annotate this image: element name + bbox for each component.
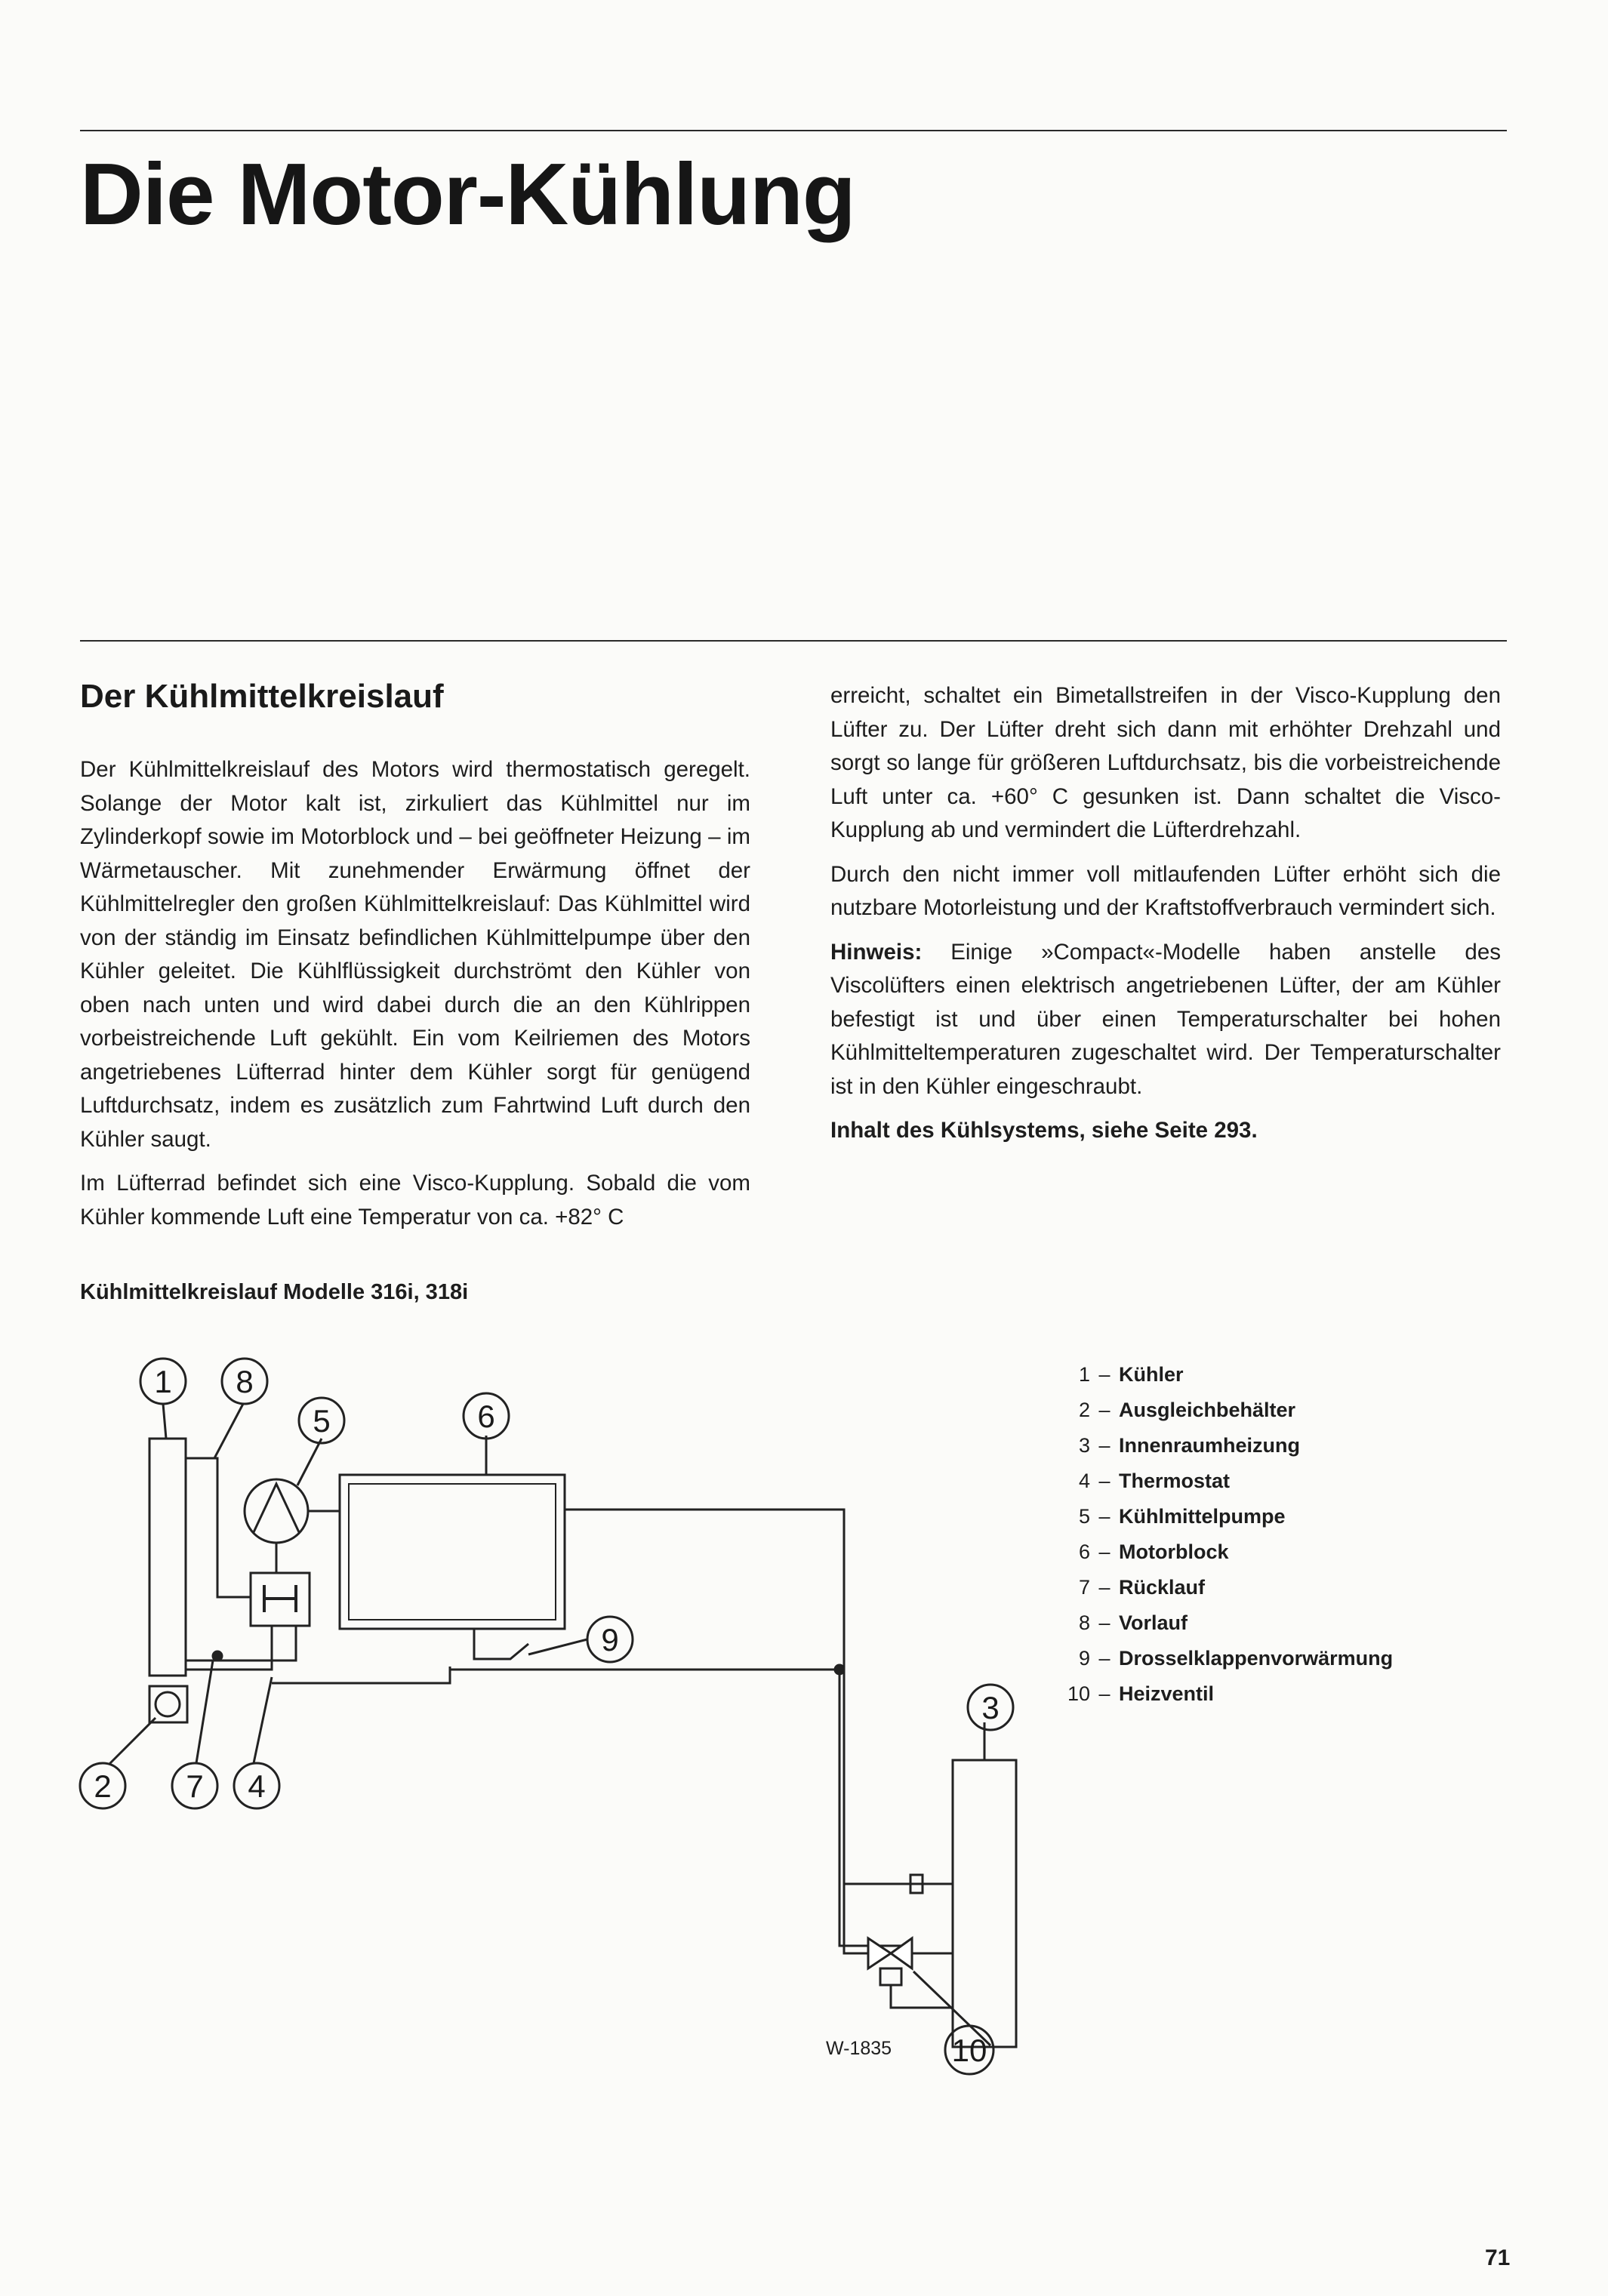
engine-block-shape bbox=[340, 1475, 565, 1629]
radiator-shape bbox=[149, 1439, 186, 1676]
figure-legend bbox=[1042, 1357, 1393, 1712]
page-title: Die Motor-Kühlung bbox=[80, 145, 855, 243]
paragraph: Im Lüfterrad befindet sich eine Visco-Kupplung. Sobald die vom Kühler kommende Luft eine Temperatur von ca. +82° C bbox=[80, 1171, 750, 1230]
top-rule bbox=[80, 130, 1507, 131]
paragraph: erreicht, schaltet ein Bimetallstreifen in der Visco-Kupplung den Lüfter zu. Der Lüfter dreht sich dann mit erhöhter Drehzahl und sorgt so lange für größeren Luftdurchsatz, bis die vorbeistreichende Luft unter ca. +60° C gesunken ist. Dann schaltet die Visco-Kupplung ab und vermindert die Lüfterdrehzahl. bbox=[830, 683, 1501, 842]
legend-item: 8 – Vorlauf bbox=[1078, 1611, 1188, 1634]
note-text: Einige »Compact«-Modelle haben anstelle des Viscolüfters einen elektrisch angetriebenen Lüfter, der am Kühler befestigt ist und über einen Temperaturschalter bei hohen Kühlmitteltemperaturen zugeschaltet wird. Der Temperaturschalter ist in den Kühler eingeschraubt. bbox=[830, 939, 1501, 1099]
callout-1: 1 bbox=[154, 1364, 172, 1399]
legend-item: 3 – Innenraumheizung bbox=[1078, 1434, 1301, 1457]
heater-core-shape bbox=[953, 1760, 1016, 2047]
callout-5: 5 bbox=[313, 1403, 331, 1439]
callout-3: 3 bbox=[981, 1690, 1000, 1725]
heater-valve-shape bbox=[868, 1938, 891, 1968]
pump-shape bbox=[245, 1479, 308, 1543]
note-paragraph bbox=[830, 936, 1501, 1104]
note-label: Hinweis: bbox=[830, 939, 923, 965]
section-title: Der Kühlmittelkreislauf bbox=[80, 678, 444, 715]
callout-10: 10 bbox=[951, 2033, 987, 2068]
paragraph: Der Kühlmittelkreislauf des Motors wird thermostatisch geregelt. Solange der Motor kalt ist, zirkuliert das Kühlmittel nur im Zylinderkopf sowie im Motorblock und – bei geöffneter Heizung – im Wärmetauscher. Mit zunehmender Erwärmung öffnet der Kühlmittelregler den großen Kühlmittelkreislauf: Das Kühlmittel wird von der ständig im Einsatz befindlichen Kühlmittelpumpe über den Kühler geleitet. Die Kühlflüssigkeit durchströmt den Kühler von oben nach unten und wird dabei durch die an den Kühlrippen vorbeistreichende Luft gekühlt. Ein vom Keilriemen des Motors angetriebenes Lüfterrad hinter dem Kühler sorgt für genügend Luftdurchsatz, indem es zusätzlich zum Fahrtwind Luft durch den Kühler saugt. bbox=[80, 757, 750, 1152]
capacity-reference: Inhalt des Kühlsystems, siehe Seite 293. bbox=[830, 1118, 1258, 1143]
left-column bbox=[80, 753, 750, 1245]
legend-item: 9 – Drosselklappenvorwärmung bbox=[1078, 1647, 1394, 1670]
callout-7: 7 bbox=[186, 1768, 204, 1804]
legend-item: 6 – Motorblock bbox=[1078, 1540, 1229, 1563]
legend-item: 10 – Heizventil bbox=[1067, 1682, 1215, 1705]
callout-2: 2 bbox=[94, 1768, 112, 1804]
page-number: 71 bbox=[1485, 2245, 1511, 2270]
right-column bbox=[830, 679, 1501, 1159]
callout-8: 8 bbox=[236, 1364, 254, 1399]
callout-6: 6 bbox=[477, 1399, 495, 1434]
legend-item: 1 – Kühler bbox=[1078, 1363, 1184, 1386]
cooling-circuit-diagram bbox=[0, 1343, 1027, 2098]
section-rule bbox=[80, 640, 1507, 642]
figure-code: W-1835 bbox=[826, 2038, 892, 2059]
legend-item: 2 – Ausgleichbehälter bbox=[1078, 1399, 1296, 1421]
paragraph: Durch den nicht immer voll mitlaufenden Lüfter erhöht sich die nutzbare Motorleistung und der Kraftstoffverbrauch vermindert sich. bbox=[830, 861, 1501, 920]
figure-caption: Kühlmittelkreislauf Modelle 316i, 318i bbox=[80, 1280, 469, 1304]
legend-item: 5 – Kühlmittelpumpe bbox=[1078, 1505, 1286, 1528]
legend-item: 4 – Thermostat bbox=[1078, 1470, 1231, 1492]
callout-4: 4 bbox=[248, 1768, 266, 1804]
legend-item: 7 – Rücklauf bbox=[1078, 1576, 1206, 1599]
callout-9: 9 bbox=[601, 1622, 619, 1657]
